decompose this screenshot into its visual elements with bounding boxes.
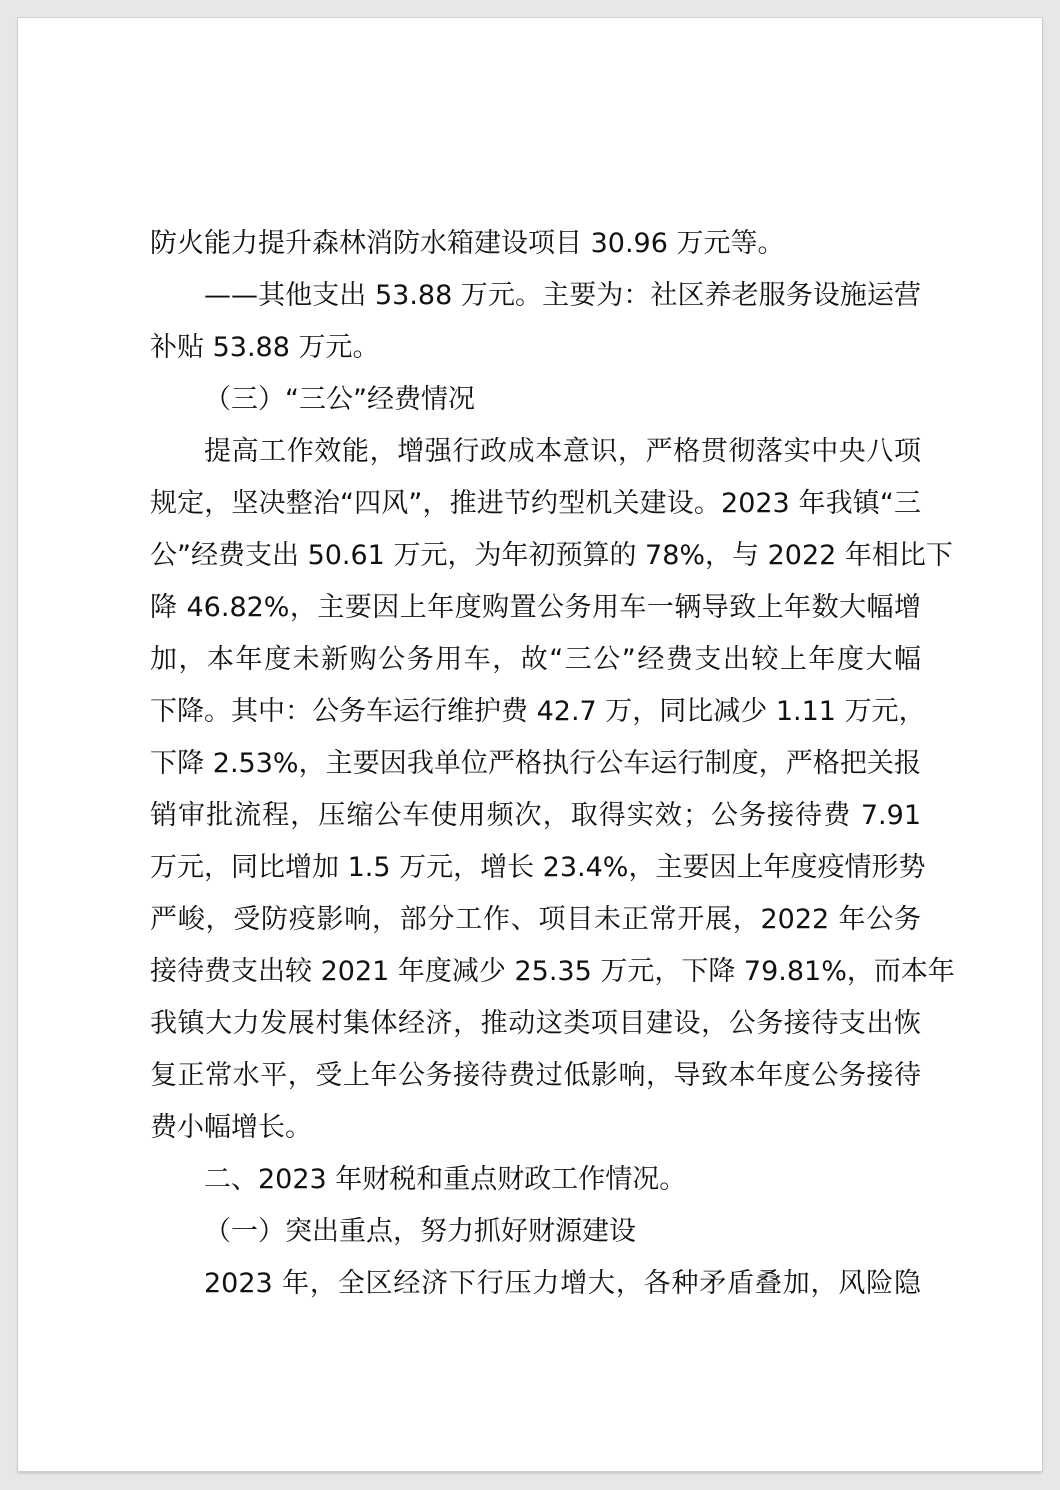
document-page: [18, 18, 1042, 1471]
paragraph-line: 我镇大力发展村集体经济，推动这类项目建设，公务接待支出恢: [150, 1008, 921, 1039]
paragraph-line: 销审批流程，压缩公车使用频次，取得实效；公务接待费 7.91: [150, 800, 921, 831]
paragraph-line: 防火能力提升森林消防水箱建设项目 30.96 万元等。: [150, 228, 785, 259]
paragraph-line: 费小幅增长。: [150, 1112, 312, 1143]
paragraph-line: 提高工作效能，增强行政成本意识，严格贯彻落实中央八项: [204, 436, 921, 467]
paragraph-line: 降 46.82%，主要因上年度购置公务用车一辆导致上年数大幅增: [150, 592, 921, 623]
paragraph-line: 2023 年，全区经济下行压力增大，各种矛盾叠加，风险隐: [204, 1268, 921, 1299]
paragraph-line: 规定，坚决整治“四风”，推进节约型机关建设。2023 年我镇“三: [150, 488, 921, 519]
subsection-heading: （一）突出重点，努力抓好财源建设: [204, 1216, 636, 1247]
paragraph-line: 补贴 53.88 万元。: [150, 332, 380, 363]
paragraph-line: 公”经费支出 50.61 万元，为年初预算的 78%，与 2022 年相比下: [150, 540, 953, 571]
paragraph-line: 万元，同比增加 1.5 万元，增长 23.4%，主要因上年度疫情形势: [150, 852, 926, 883]
paragraph-line: 下降 2.53%，主要因我单位严格执行公车运行制度，严格把关报: [150, 748, 921, 779]
paragraph-line: ——其他支出 53.88 万元。主要为：社区养老服务设施运营: [204, 280, 921, 311]
paragraph-line: 接待费支出较 2021 年度减少 25.35 万元，下降 79.81%，而本年: [150, 956, 955, 987]
paragraph-line: 复正常水平，受上年公务接待费过低影响，导致本年度公务接待: [150, 1060, 921, 1091]
paragraph-line: 加，本年度未新购公务用车，故“三公”经费支出较上年度大幅: [150, 644, 921, 675]
section-heading: （三）“三公”经费情况: [204, 384, 475, 415]
paragraph-line: 严峻，受防疫影响，部分工作、项目未正常开展，2022 年公务: [150, 904, 921, 935]
paragraph-line: 下降。其中：公务车运行维护费 42.7 万，同比减少 1.11 万元，: [150, 696, 926, 727]
section-heading: 二、2023 年财税和重点财政工作情况。: [204, 1164, 687, 1195]
